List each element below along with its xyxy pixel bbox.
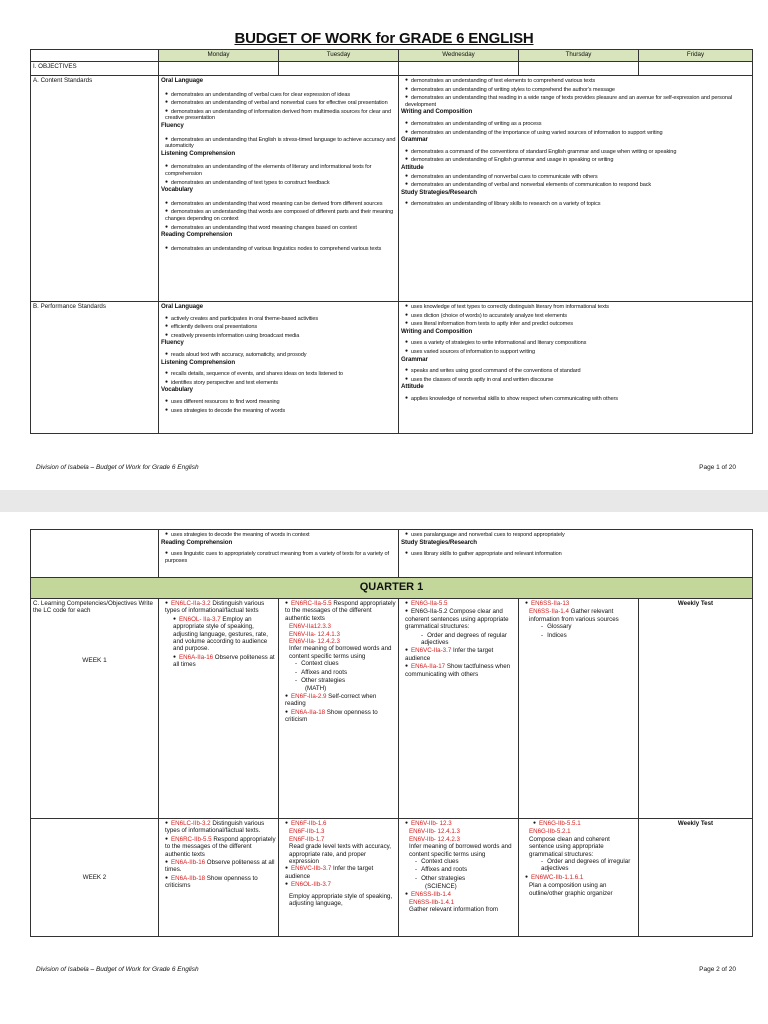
week-1-friday: Weekly Test xyxy=(639,599,753,819)
performance-standards-right: ● uses knowledge of text types to correctly distinguish literary from informational texts ● uses diction (choice of words) to accurately analyze text elements ● uses literal information from texts to aptly infer and predict outcomes Writing and Composition ● uses a variety of strategies to write informational and literary compositions ● uses varied sources of information to support writing Grammar ● speaks and writes using good command of the conventions of standard ● uses the classes of words aptly in oral and written discourse Attitude ● applies knowledge of nonverbal skills to show respect when communicating with others xyxy=(399,302,753,434)
performance-cont-right: ● uses paralanguage and nonverbal cues to respond appropriately Study Strategies/Research ● uses library skills to gather appropriate and relevant information xyxy=(399,530,753,578)
page-number: Page 2 of 20 xyxy=(699,966,736,973)
page-gap xyxy=(0,490,768,512)
footer-page-2 xyxy=(36,966,736,973)
performance-standards-row xyxy=(31,302,753,434)
performance-cont-row xyxy=(31,530,753,578)
week-1-wednesday: ● EN6G-IIa-5.5 ● EN6G-IIa-5.2 Compose clear and coherent sentences using appropriate grammatical structures: - Order and degrees of regular adjectives ● EN6VC-IIa-3.7 Infer the target audience ● EN6A-IIa-17 Show tactfulness when communicating with others xyxy=(399,599,519,819)
quarter-heading: QUARTER 1 xyxy=(31,578,753,599)
page-2 xyxy=(0,512,768,1024)
week-1-label: WEEK 1 xyxy=(82,656,107,664)
footer-division: Division of Isabela – Budget of Work for Grade 6 English xyxy=(36,464,199,471)
performance-cont-left: ● uses strategies to decode the meaning of words in context Reading Comprehension ● uses linguistic cues to appropriately construct meaning from a variety of texts for a variety of purposes xyxy=(159,530,399,578)
document-title: BUDGET OF WORK for GRADE 6 ENGLISH xyxy=(234,30,534,47)
day-header-row xyxy=(31,50,753,62)
week-1-tuesday: ● EN6RC-IIa-5.5 Respond appropriately to the messages of the different authentic texts EN6V-IIa12.3.3 EN6V-IIa- 12.4.1.3 EN6V-IIa- 12.4.2.3 Infer meaning of borrowed words and content specific terms using - Context clues - Affixes and roots - Other strategies (MATH) ● EN6F-IIa-2.9 Self-correct when reading ● EN6A-IIa-18 Show openness to criticism xyxy=(279,599,399,819)
footer-division: Division of Isabela – Budget of Work for Grade 6 English xyxy=(36,966,199,973)
week-1-thursday: ● EN6SS-IIa-13 EN6SS-IIa-1.4 Gather relevant information from various sources - Glossary - Indices xyxy=(519,599,639,819)
content-standards-right: ● demonstrates an understanding of text elements to comprehend various texts ● demonstrates an understanding of writing styles to comprehend the author's message ● demonstrates an understanding that reading in a wide range of texts provides pleasure and an avenue for self-expression and personal development Writing and Composition ● demonstrates an understanding of writing as a process ● demonstrates an understanding of the importance of using varied sources of information to support writing Grammar ● demonstrates a command of the conventions of standard English grammar and usage when writing or speaking ● demonstrates an understanding of English grammar and usage in speaking or writing Attitude ● demonstrates an understanding of nonverbal cues to communicate with others ● demonstrates an understanding of verbal and nonverbal elements of communication to respond back Study Strategies/Research ● demonstrates an understanding of library skills to research on a variety of topics xyxy=(399,76,753,302)
day-thursday: Thursday xyxy=(519,50,639,62)
week-2-monday: ● EN6LC-IIb-3.2 Distinguish various types of informational/factual texts. ● EN6RC-IIb-5.5 Respond appropriately to the messages of the different authentic texts ● EN6A-IIb-16 Observe politeness at all times. ● EN6A-IIb-18 Show openness to criticisms xyxy=(159,819,279,937)
week-1-row xyxy=(31,599,753,819)
week-2-label: WEEK 2 xyxy=(31,819,159,937)
day-tuesday: Tuesday xyxy=(279,50,399,62)
day-friday: Friday xyxy=(639,50,753,62)
quarter-row xyxy=(31,578,753,599)
content-standards-label: A. Content Standards xyxy=(31,76,159,302)
objectives-label: I. OBJECTIVES xyxy=(31,62,159,76)
week-1-monday: ● EN6LC-IIa-3.2 Distinguish various types of informational/factual texts ● EN6OL- IIa-3.7 Employ an appropriate style of speaking, adjusting language, gestures, rate, and volume according to audience and purpose. ● EN6A-IIa-16 Observe politeness at all times xyxy=(159,599,279,819)
week-2-row xyxy=(31,819,753,937)
week-2-thursday: ● EN6G-IIb-5.5.1 EN6G-IIb-5.2.1 Compose clean and coherent sentence using appropriate grammatical structures: - Order and degrees of irregular adjectives ● EN6WC-IIb-1.1.6.1 Plan a composition using an outline/other graphic organizer xyxy=(519,819,639,937)
footer-page-1 xyxy=(36,464,736,471)
week-2-tuesday: ● EN6F-IIb-1.6 EN6F-IIb-1.3 EN6F-IIb-1.7 Read grade level texts with accuracy, appropriate rate, and proper expression ● EN6VC-IIb-3.7 Infer the target audience ● EN6OL-IIb-3.7 Employ appropriate style of speaking, adjusting language, xyxy=(279,819,399,937)
learning-competencies-label: C. Learning Competencies/Objectives Write the LC code for each WEEK 1 xyxy=(31,599,159,819)
performance-standards-label: B. Performance Standards xyxy=(31,302,159,434)
objectives-row xyxy=(31,62,753,76)
week-2-friday: Weekly Test xyxy=(639,819,753,937)
day-monday: Monday xyxy=(159,50,279,62)
objectives-table xyxy=(30,49,753,434)
week-table xyxy=(30,529,753,937)
page-number: Page 1 of 20 xyxy=(699,464,736,471)
performance-standards-left: Oral Language ● actively creates and participates in oral theme-based activities ● efficiently delivers oral presentations ● creatively presents information using broadcast media Fluency ● reads aloud text with accuracy, automaticity, and prosody Listening Comprehension ● recalls details, sequence of events, and shares ideas on texts listened to ● identifies story perspective and text elements Vocabulary ● uses different resources to find word meaning ● uses strategies to decode the meaning of words xyxy=(159,302,399,434)
content-standards-row xyxy=(31,76,753,302)
week-2-wednesday: ● EN6V-IIb- 12.3 EN6V-IIb- 12.4.1.3 EN6V-IIb- 12.4.2.3 Infer meaning of borrowed words and content specific terms using - Context clues - Affixes and roots - Other strategies (SCIENCE) ● EN6SS-IIb-1.4 EN6SS-IIb-1.4.1 Gather relevant information from xyxy=(399,819,519,937)
day-wednesday: Wednesday xyxy=(399,50,519,62)
content-standards-left: Oral Language ● demonstrates an understanding of verbal cues for clear expression of ideas ● demonstrates an understanding of verbal and nonverbal cues for effective oral presentation ● demonstrates an understanding of information derived from multimedia sources for clear and creative presentation Fluency ● demonstrates an understanding that English is stress-timed language to achieve accuracy and automaticity Listening Comprehension ● demonstrates an understanding of the elements of literary and informational texts for comprehension ● demonstrates an understanding of text types to construct feedback Vocabulary ● demonstrates an understanding that word meaning can be derived from different sources ● demonstrates an understanding that words are composed of different parts and their meaning changes depending on context ● demonstrates an understanding that word meaning changes based on context Reading Comprehension ● demonstrates an understanding of various linguistics nodes to comprehend various texts xyxy=(159,76,399,302)
page-1 xyxy=(0,0,768,490)
